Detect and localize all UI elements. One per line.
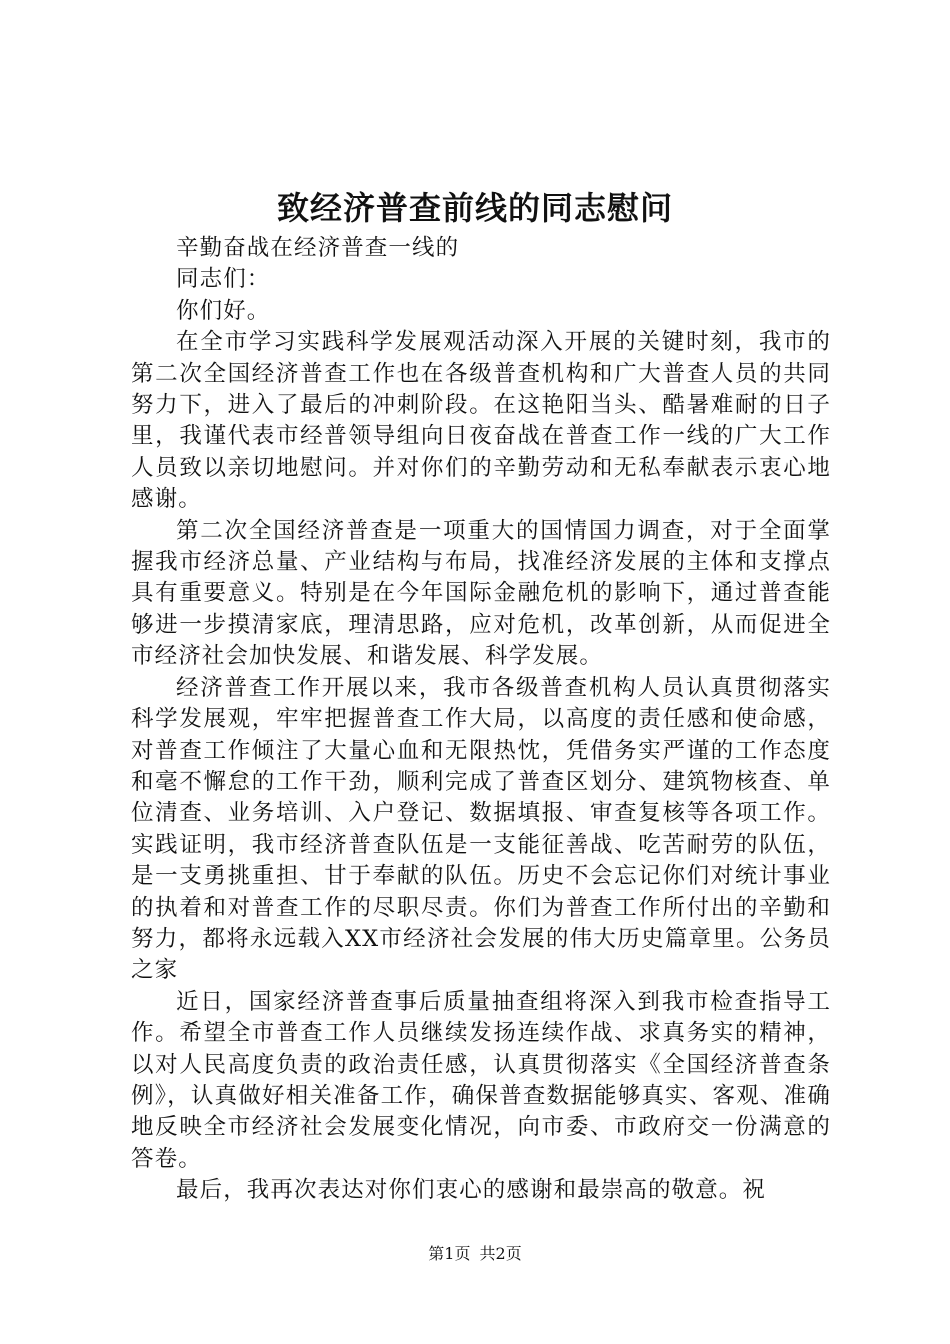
paragraph-3: 经济普查工作开展以来，我市各级普查机构人员认真贯彻落实科学发展观，牢牢把握普查工作大局，以高度的责任感和使命感，对普查工作倾注了大量心血和无限热忱，凭借务实严谨的工作态度和毫不懈怠的工作干劲，顺利完成了普查区划分、建筑物核查、单位清查、业务培训、入户登记、数据填报、审查复核等各项工作。实践证明，我市经济普查队伍是一支能征善战、吃苦耐劳的队伍，是一支勇挑重担、甘于奉献的队伍。历史不会忘记你们对统计事业的执着和对普查工作的尽职尽责。你们为普查工作所付出的辛勤和努力，都将永远载入XX市经济社会发展的伟大历史篇章里。公务员之家 bbox=[131, 674, 831, 984]
page-footer: 第1页 共2页 bbox=[428, 1244, 522, 1263]
paragraph-4: 近日，国家经济普查事后质量抽查组将深入到我市检查指导工作。希望全市普查工作人员继续发扬连续作战、求真务实的精神，以对人民高度负责的政治责任感，认真贯彻落实《全国经济普查条例》，认真做好相关准备工作，确保普查数据能够真实、客观、准确地反映全市经济社会发展变化情况，向市委、市政府交一份满意的答卷。 bbox=[131, 988, 831, 1172]
paragraph-5: 最后，我再次表达对你们衷心的感谢和最崇高的敬意。祝 bbox=[176, 1177, 767, 1204]
salutation: 你们好。 bbox=[176, 297, 271, 324]
paragraph-2: 第二次全国经济普查是一项重大的国情国力调查，对于全面掌握我市经济总量、产业结构与布局，找准经济发展的主体和支撑点具有重要意义。特别是在今年国际金融危机的影响下，通过普查能够进一步摸清家底，理清思路，应对危机，改革创新，从而促进全市经济社会加快发展、和谐发展、科学发展。 bbox=[131, 517, 831, 670]
greeting-line-1: 辛勤奋战在经济普查一线的 bbox=[176, 235, 460, 261]
greeting-line-2: 同志们： bbox=[176, 266, 271, 293]
paragraph-1: 在全市学习实践科学发展观活动深入开展的关键时刻，我市的第二次全国经济普查工作也在各级普查机构和广大普查人员的共同努力下，进入了最后的冲刺阶段。在这艳阳当头、酷暑难耐的日子里，我谨代表市经普领导组向日夜奋战在普查工作一线的广大工作人员致以亲切地慰问。并对你们的辛勤劳动和无私奉献表示衷心地感谢。 bbox=[131, 329, 831, 513]
page-title: 致经济普查前线的同志慰问 bbox=[276, 189, 673, 227]
document-body bbox=[131, 233, 831, 1207]
